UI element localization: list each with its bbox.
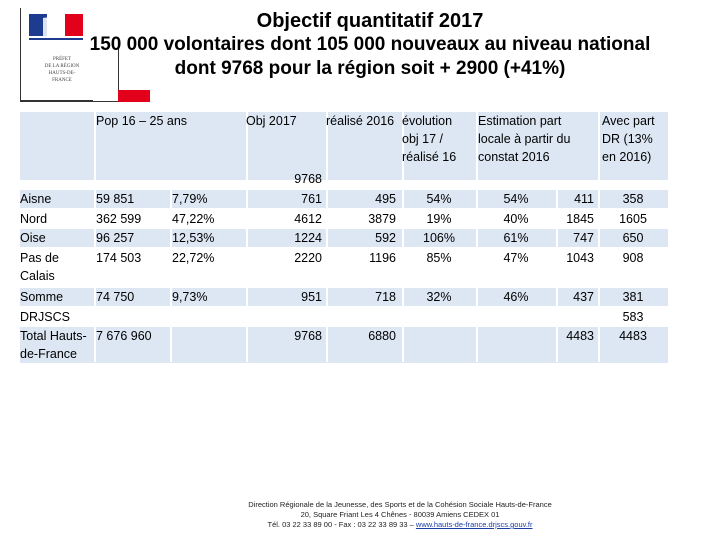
cell-pct: 7,79% [172,192,208,206]
cell-avec: 4483 [619,329,647,343]
cell-est-val: 747 [573,231,594,245]
cell-avec: 358 [622,192,644,206]
row-label: Pas de [20,251,59,265]
header-pop: Pop 16 – 25 ans [96,114,188,128]
cell-est-pct: 61% [503,231,529,245]
cell-obj: 951 [301,290,322,304]
cell-pop: 59 851 [96,192,135,206]
cell-est-pct: 46% [503,290,529,304]
header-evolution-2: obj 17 / [402,132,444,146]
row-label: Aisne [20,192,52,206]
cell-obj: 4612 [294,212,322,226]
cell-pct: 47,22% [172,212,215,226]
cell-real: 495 [375,192,396,206]
header-avec-1: Avec part [602,114,655,128]
cell-evol: 19% [426,212,452,226]
cell-avec: 650 [622,231,644,245]
cell-est-val: 4483 [566,329,594,343]
header-avec-3: en 2016) [602,150,652,164]
cell-evol: 85% [426,251,452,265]
header-estimation-1: Estimation part [478,114,562,128]
cell-pct: 22,72% [172,251,215,265]
footer-line-1: Direction Régionale de la Jeunesse, des Sports et de la Cohésion Sociale Hauts-de-France [248,500,552,509]
cell-real: 1196 [369,251,396,265]
cell-pop: 74 750 [96,290,135,304]
cell-pop: 7 676 960 [96,329,152,343]
footer [0,500,720,530]
cell-pop: 362 599 [96,212,142,226]
row-label: Calais [20,269,55,283]
cell-est-val: 1845 [566,212,594,226]
cell-obj: 9768 [294,329,322,343]
row-label: Somme [20,290,64,304]
cell-pop: 96 257 [96,231,135,245]
cell-evol: 32% [426,290,452,304]
cell-avec: 381 [622,290,644,304]
cell-real: 592 [375,231,396,245]
red-accent-bar [118,90,150,102]
cell-evol: 106% [423,231,455,245]
footer-line-3: Tél. 03 22 33 89 00 - Fax : 03 22 33 89 33 – www.hauts-de-france.drjscs.gouv.fr [267,520,533,529]
title-line-1: Objectif quantitatif 2017 [256,10,484,32]
header-estimation-3: constat 2016 [478,150,550,164]
cell-obj: 761 [301,192,322,206]
row-label: de-France [20,347,77,361]
cell-avec: 1605 [619,212,647,226]
cell-est-pct: 40% [503,212,529,226]
cell-est-val: 411 [574,192,594,206]
obj-total-header: 9768 [294,172,322,186]
title-line-3: dont 9768 pour la région soit + 2900 (+41%) [174,58,566,79]
cell-real: 718 [375,290,396,304]
row-label: Oise [20,231,46,245]
objectives-table [20,112,668,362]
cell-pct: 9,73% [172,290,208,304]
header-obj: Obj 2017 [246,114,297,128]
cell-obj: 1224 [294,231,322,245]
cell-real: 3879 [368,212,396,226]
header-evolution-3: réalisé 16 [402,150,457,164]
header-avec-2: DR (13% [602,132,653,146]
cell-est-val: 437 [573,290,594,304]
title-line-2: 150 000 volontaires dont 105 000 nouveaux au niveau national [89,34,651,55]
logo-caption: PRÉFET DE LA RÉGION HAUTS-DE-FRANCE [44,57,80,83]
cell-est-pct: 47% [503,251,529,265]
cell-avec: 908 [622,251,644,265]
cell-avec: 583 [622,310,644,324]
row-label: DRJSCS [20,310,71,324]
row-label: Total Hauts- [20,329,87,343]
cell-obj: 2220 [294,251,322,265]
header-estimation-2: locale à partir du [478,132,571,146]
header-realise: réalisé 2016 [326,114,395,128]
cell-pop: 174 503 [96,251,142,265]
row-label: Nord [20,212,48,226]
cell-evol: 54% [426,192,452,206]
cell-est-val: 1043 [566,251,594,265]
cell-est-pct: 54% [503,192,529,206]
cell-pct: 12,53% [172,231,215,245]
footer-line-2: 20, Square Friant Les 4 Chênes - 80039 Amiens CEDEX 01 [300,510,500,519]
cell-real: 6880 [368,329,396,343]
website-link[interactable]: www.hauts-de-france.drjscs.gouv.fr [415,520,533,529]
header-evolution-1: évolution [402,114,453,128]
